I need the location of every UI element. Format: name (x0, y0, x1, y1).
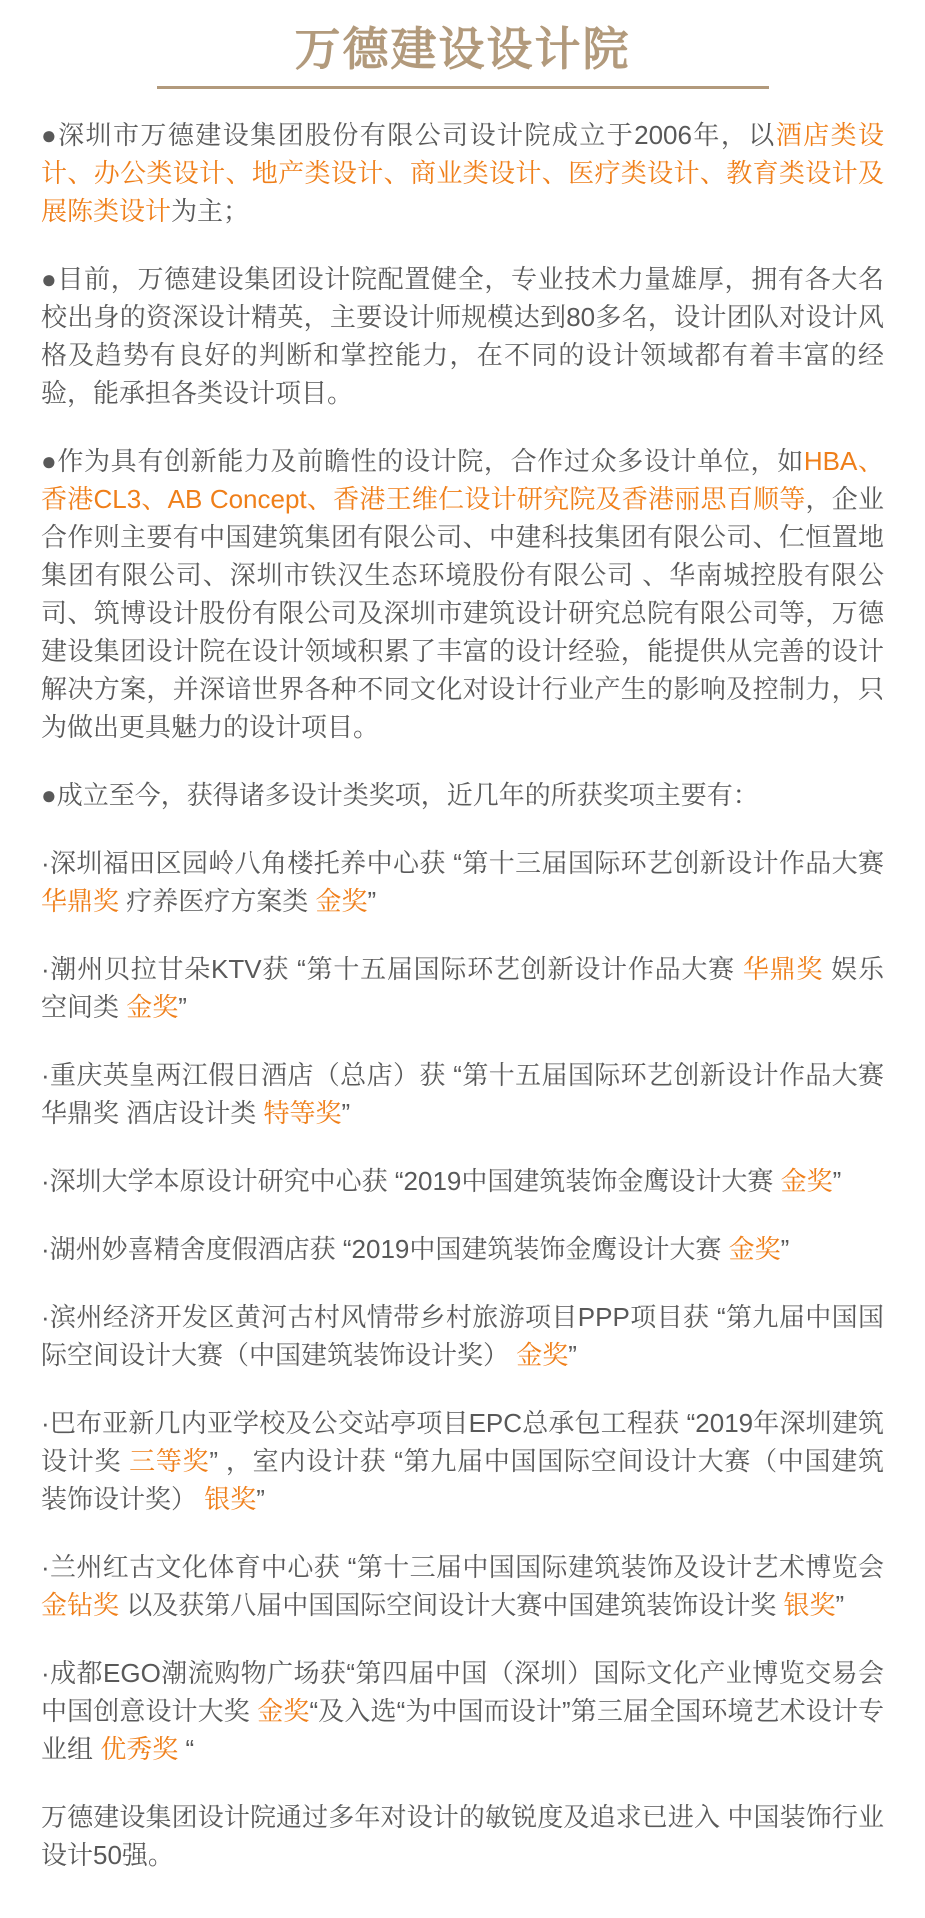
body-text: ” (780, 1234, 790, 1265)
body-text: ●深圳市万德建设集团股份有限公司设计院成立于2006年，以 (41, 120, 776, 151)
body-text: ” (835, 1590, 845, 1621)
body-text: ·兰州红古文化体育中心获 “第十三届中国国际建筑装饰及设计艺术博览会 (41, 1552, 884, 1583)
body-text: ” (256, 1484, 265, 1515)
body-text: ” (832, 1166, 842, 1197)
body-text: ·潮州贝拉甘朵KTV获 “第十五届国际环艺创新设计作品大赛 (41, 954, 743, 985)
highlight-text: 银奖 (783, 1590, 836, 1621)
paragraph-awards-lead (41, 776, 884, 814)
body-text: ·巴布亚新几内亚学校及公交站亭项目EPC总承包工程获 “2019年深圳建筑设计奖 (41, 1408, 884, 1477)
award-item-5 (41, 1230, 884, 1268)
page-header (0, 0, 925, 89)
highlight-text: 酒店类设计、办公类设计、地产类设计、商业类设计、医疗类设计、教育类设计及展陈类设计 (41, 120, 884, 227)
body-text: ” (341, 1098, 351, 1129)
paragraph-cooperation (41, 442, 884, 746)
highlight-text: 华鼎奖 (41, 886, 120, 917)
body-text: 万德建设集团设计院通过多年对设计的敏锐度及追求已进入 中国装饰行业设计50强。 (41, 1802, 884, 1871)
highlight-text: 金钻奖 (41, 1590, 120, 1621)
award-item-9 (41, 1654, 884, 1768)
highlight-text: 三等奖 (129, 1446, 210, 1477)
body-text: 以及获第八届中国国际空间设计大赛中国建筑装饰设计奖 (119, 1590, 784, 1621)
body-text: “及入选“为中国而设计”第三届全国环境艺术设计专业组 (41, 1696, 884, 1765)
highlight-text: 特等奖 (263, 1098, 342, 1129)
body-text: ” (568, 1340, 577, 1371)
paragraph-intro (41, 116, 884, 230)
body-text: ·重庆英皇两江假日酒店（总店）获 “第十五届国际环艺创新设计作品大赛 华鼎奖 酒店设计类 (41, 1060, 884, 1129)
body-text: ●成立至今，获得诸多设计类奖项，近几年的所获奖项主要有： (41, 780, 759, 811)
body-text: ●目前，万德建设集团设计院配置健全，专业技术力量雄厚，拥有各大名校出身的资深设计精英，主要设计师规模达到80多名，设计团队对设计风格及趋势有良好的判断和掌控能力，在不同的设计领域都有着丰富的经验，能承担各类设计项目。 (41, 264, 884, 409)
award-item-3 (41, 1056, 884, 1132)
body-text: 为主； (171, 196, 250, 227)
highlight-text: 金奖 (728, 1234, 781, 1265)
highlight-text: 金奖 (126, 992, 179, 1023)
paragraph-team (41, 260, 884, 412)
award-item-2 (41, 950, 884, 1026)
page-title: 万德建设设计院 (294, 23, 631, 75)
body-text: ” (178, 992, 187, 1023)
award-item-7 (41, 1404, 884, 1518)
body-text: 娱乐空间类 (41, 954, 884, 1023)
award-item-8 (41, 1548, 884, 1624)
body-text: ·深圳福田区园岭八角楼托养中心获 “第十三届国际环艺创新设计作品大赛 (41, 848, 884, 879)
body-text: ” ，室内设计获 “第九届中国国际空间设计大赛（中国建筑装饰设计奖） (41, 1446, 884, 1515)
paragraph-closing (41, 1798, 884, 1874)
body-text: ·滨州经济开发区黄河古村风情带乡村旅游项目PPP项目获 “第九届中国国际空间设计大赛（中国建筑装饰设计奖） (41, 1302, 884, 1371)
award-item-4 (41, 1162, 884, 1200)
body-text: ·深圳大学本原设计研究中心获 “2019中国建筑装饰金鹰设计大赛 (41, 1166, 781, 1197)
highlight-text: 华鼎奖 (742, 954, 824, 985)
highlight-text: 金奖 (780, 1166, 833, 1197)
highlight-text: 金奖 (257, 1696, 310, 1727)
body-text: ·湖州妙喜精舍度假酒店获 “2019中国建筑装饰金鹰设计大赛 (41, 1234, 729, 1265)
body-text: “ (178, 1734, 195, 1765)
content (0, 89, 925, 1914)
body-text: ，企业合作则主要有中国建筑集团有限公司、中建科技集团有限公司、仁恒置地集团有限公司、深圳市铁汉生态环境股份有限公司 、华南城控股有限公司、筑博设计股份有限公司及深圳市建筑设计研究总院有限公司等，万德建设集团设计院在设计领域积累了丰富的设计经验，能提供从完善的设计解决方案，并深谙世界各种不同文化对设计行业产生的影响及控制力，只为做出更具魅力的设计项目。 (41, 484, 884, 743)
highlight-text: 金奖 (315, 886, 368, 917)
body-text: 疗养医疗方案类 (119, 886, 316, 917)
body-text: ●作为具有创新能力及前瞻性的设计院，合作过众多设计单位，如 (41, 446, 804, 477)
award-item-6 (41, 1298, 884, 1374)
highlight-text: 优秀奖 (100, 1734, 179, 1765)
highlight-text: 银奖 (204, 1484, 257, 1515)
body-text: ” (367, 886, 377, 917)
body-text: ·成都EGO潮流购物广场获“第四届中国（深圳）国际文化产业博览交易会中国创意设计大奖 (41, 1658, 884, 1727)
highlight-text: HBA、香港CL3、AB Concept、香港王维仁设计研究院及香港丽思百顺等 (41, 446, 884, 515)
award-item-1 (41, 844, 884, 920)
highlight-text: 金奖 (516, 1340, 569, 1371)
